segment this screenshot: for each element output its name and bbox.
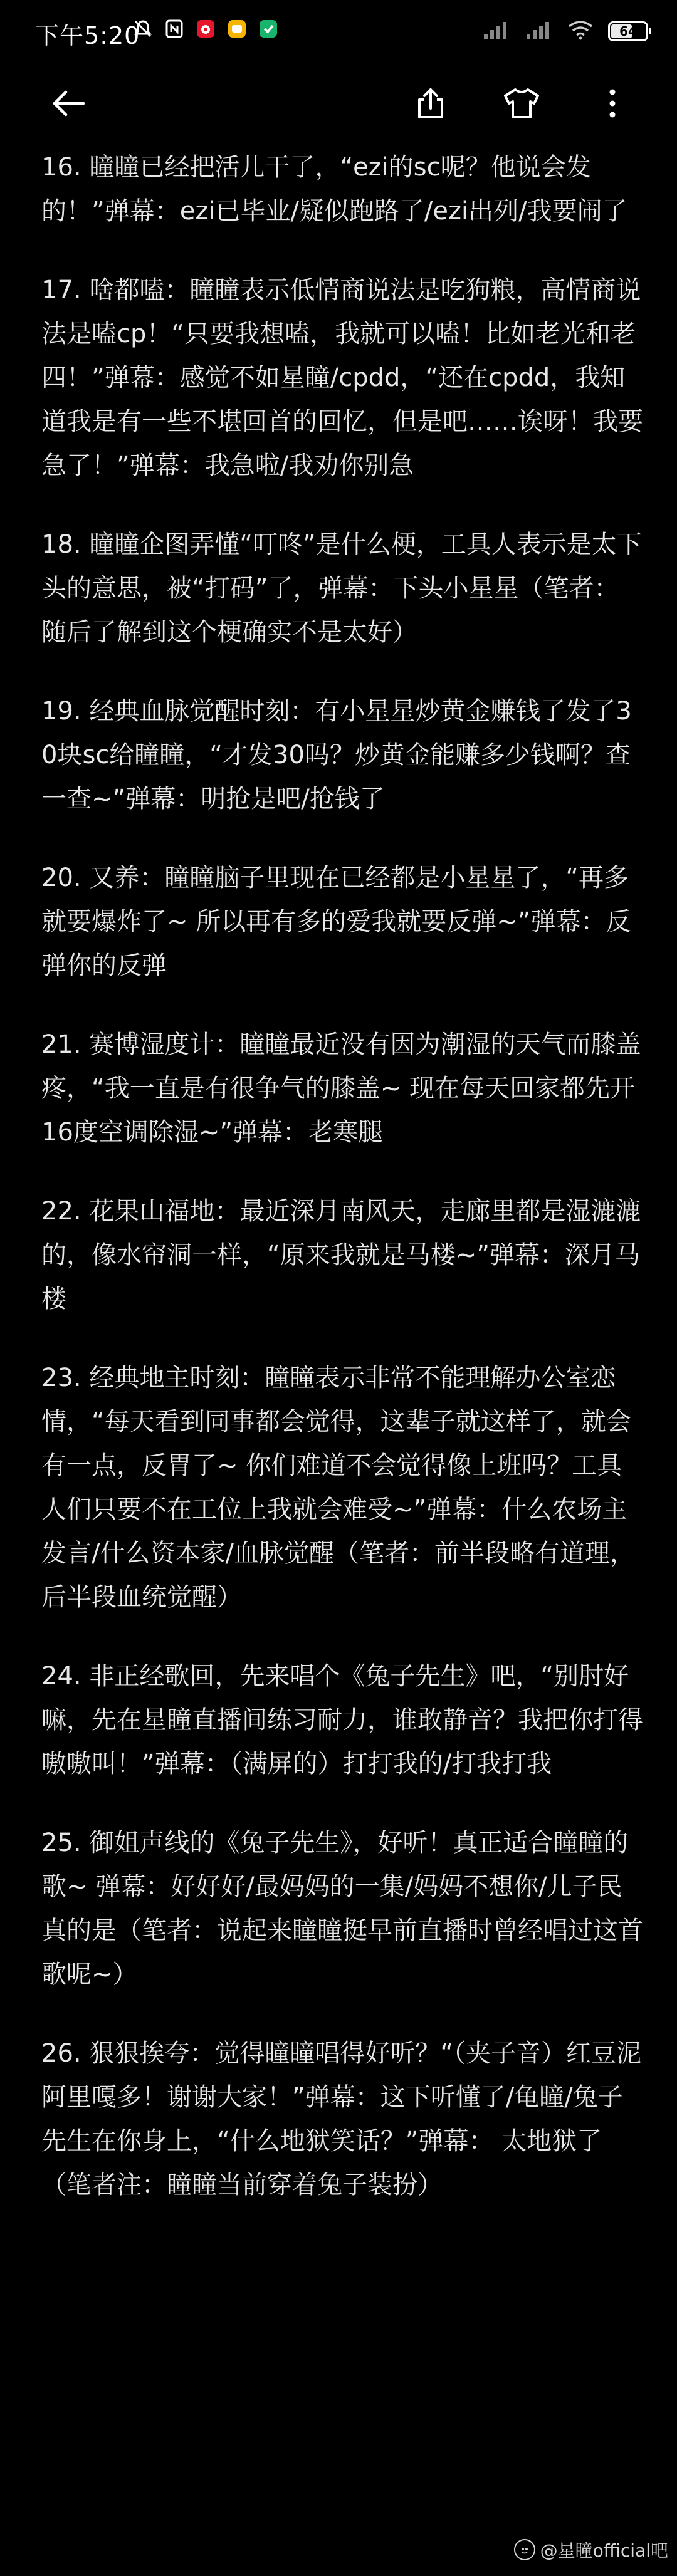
post-paragraph-22: 22. 花果山福地：最近深月南风天，走廊里都是湿漉漉的，像水帘洞一样，“原来我就是马楼~”弹幕：深月马楼	[41, 1197, 641, 1313]
status-icons-left	[132, 18, 280, 40]
status-time: 下午5:20	[35, 22, 140, 50]
status-icons-right	[483, 20, 648, 43]
post-paragraph-21: 21. 赛博湿度计：瞳瞳最近没有因为潮湿的天气而膝盖疼，“我一直是有很争气的膝盖~ 现在每天回家都先开16度空调除湿~”弹幕：老寒腿	[41, 1030, 641, 1147]
post-paragraph-24: 24. 非正经歌回，先来唱个《兔子先生》吧，“别肘好嘛，先在星瞳直播间练习耐力，谁敢静音？我把你打得嗷嗷叫！”弹幕：（满屏的）打打我的/打我打我	[41, 1662, 643, 1778]
share-icon	[413, 86, 448, 121]
signal-icon-2	[525, 20, 553, 43]
post-paragraph-18: 18. 瞳瞳企图弄懂“叮咚”是什么梗，工具人表示是太下头的意思，被“打码”了，弹幕：下头小星星（笔者：随后了解到这个梗确实不是太好）	[41, 530, 642, 647]
wifi-icon	[568, 20, 593, 43]
more-options-button[interactable]	[589, 80, 636, 127]
watermark	[514, 2537, 668, 2562]
arrow-left-icon	[50, 85, 87, 122]
status-bar	[0, 0, 677, 63]
post-paragraph-16: 16. 瞳瞳已经把活儿干了，“ezi的sc呢？他说会发的！”弹幕：ezi已毕业/疑似跑路了/ezi出列/我要闹了	[41, 153, 627, 226]
signal-icon	[483, 20, 510, 43]
theme-button[interactable]	[498, 80, 545, 127]
tieba-logo-icon	[514, 2539, 535, 2560]
post-paragraph-26: 26. 狠狠挨夸：觉得瞳瞳唱得好听？“（夹子音）红豆泥阿里嘎多！谢谢大家！”弹幕：这下听懂了/龟瞳/兔子先生在你身上，“什么地狱笑话？”弹幕： 太地狱了（笔者注：瞳瞳当前穿着兔子装扮）	[41, 2039, 642, 2199]
nfc-icon	[163, 18, 186, 40]
share-button[interactable]	[407, 80, 454, 127]
post-paragraph-20: 20. 又养：瞳瞳脑子里现在已经都是小星星了，“再多就要爆炸了~ 所以再有多的爱我就要反弹~”弹幕：反弹你的反弹	[41, 863, 631, 980]
post-paragraph-23: 23. 经典地主时刻：瞳瞳表示非常不能理解办公室恋情，“每天看到同事都会觉得，这辈子就这样了，就会有一点，反胃了~ 你们难道不会觉得像上班吗？工具人们只要不在工位上我就会难受~”弹幕：什么农场主发言/什么资本家/血脉觉醒（笔者：前半段略有道理，后半段血统觉醒）	[41, 1364, 635, 1612]
watermark-text: @星瞳official吧	[540, 2540, 668, 2561]
post-paragraph-17: 17. 啥都嗑：瞳瞳表示低情商说法是吃狗粮，高情商说法是嗑cp！“只要我想嗑，我就可以嗑！比如老光和老四！”弹幕：感觉不如星瞳/cpdd，“还在cpdd，我知道我是有一些不堪回首的回忆，但是吧……诶呀！我要急了！”弹幕：我急啦/我劝你别急	[41, 276, 643, 480]
battery-percentage: 64	[619, 24, 637, 39]
top-toolbar	[0, 69, 677, 138]
mute-icon	[132, 18, 154, 40]
post-paragraph-19: 19. 经典血脉觉醒时刻：有小星星炒黄金赚钱了发了30块sc给瞳瞳，“才发30吗？炒黄金能赚多少钱啊？查一查~”弹幕：明抢是吧/抢钱了	[41, 697, 632, 813]
more-vertical-icon	[606, 86, 619, 121]
tshirt-icon	[503, 86, 540, 121]
app-icon-green	[257, 18, 280, 40]
post-content	[41, 145, 643, 2242]
app-icon-yellow	[226, 18, 248, 40]
post-paragraph-25: 25. 御姐声线的《兔子先生》，好听！真正适合瞳瞳的歌~ 弹幕：好好好/最妈妈的一集/妈妈不想你/儿子民真的是（笔者：说起来瞳瞳挺早前直播时曾经唱过这首歌呢~）	[41, 1828, 643, 1989]
app-icon-red	[194, 18, 217, 40]
back-button[interactable]	[45, 80, 92, 127]
battery-icon	[608, 21, 648, 41]
